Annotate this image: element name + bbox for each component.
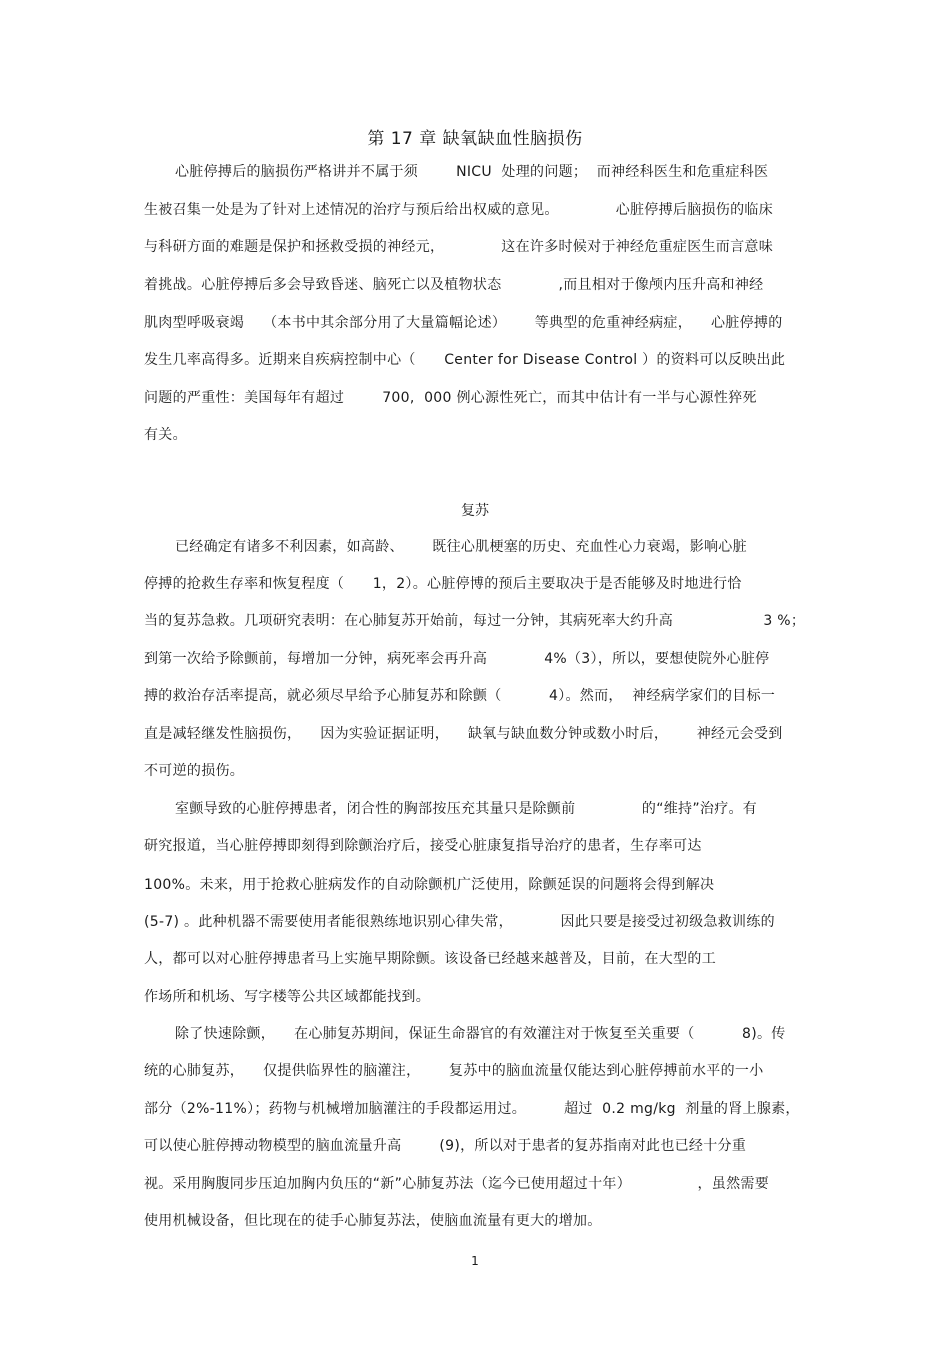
intro-line: 与科研方面的难题是保护和拯救受损的神经元， 这在许多时候对于神经危重症医生而言意味 bbox=[144, 239, 773, 255]
paragraph-line: 直是减轻继发性脑损伤， 因为实验证据证明， 缺氧与缺血数分钟或数小时后， 神经元会受到 bbox=[144, 726, 783, 742]
intro-line: 肌肉型呼吸衰竭 （本书中其余部分用了大量篇幅论述） 等典型的危重神经病症， 心脏停搏的 bbox=[144, 315, 783, 331]
intro-line: 发生几率高得多。近期来自疾病控制中心（ Center for Disease Control ）的资料可以反映出此 bbox=[144, 352, 786, 368]
paragraph-line: 除了快速除颤， 在心肺复苏期间，保证生命器官的有效灌注对于恢复至关重要（ 8)。传 bbox=[175, 1026, 786, 1042]
paragraph-line: 停搏的抢救生存率和恢复程度（ 1，2）。心脏停博的预后主要取决于是否能够及时地进行恰 bbox=[144, 576, 742, 592]
paragraph-line: 研究报道，当心脏停搏即刻得到除颤治疗后，接受心脏康复指导治疗的患者，生存率可达 bbox=[144, 838, 702, 854]
paragraph-line: (5-7) 。此种机器不需要使用者能很熟练地识别心律失常， 因此只要是接受过初级急救训练的 bbox=[144, 914, 775, 930]
intro-line: 心脏停搏后的脑损伤严格讲并不属于须 NICU 处理的问题； 而神经科医生和危重症科医 bbox=[175, 164, 769, 180]
paragraph-line: 已经确定有诸多不利因素，如高龄、 既往心肌梗塞的历史、充血性心力衰竭，影响心脏 bbox=[175, 539, 747, 555]
intro-line: 问题的严重性：美国每年有超过 700, 000 例心源性死亡，而其中估计有一半与心源性猝死 bbox=[144, 390, 757, 406]
intro-line: 着挑战。心脏停搏后多会导致昏迷、脑死亡以及植物状态 ,而且相对于像颅内压升高和神经 bbox=[144, 277, 764, 293]
intro-line: 有关。 bbox=[144, 427, 187, 443]
chapter-title: 第 17 章 缺氧缺血性脑损伤 bbox=[367, 129, 583, 149]
paragraph-line: 部分（2%-11%）；药物与机械增加脑灌注的手段都运用过。 超过 0.2 mg/kg 剂量的肾上腺素， bbox=[144, 1101, 800, 1117]
paragraph-line: 当的复苏急救。几项研究表明：在心肺复苏开始前，每过一分钟，其病死率大约升高 3 %； bbox=[144, 613, 806, 629]
paragraph-line: 搏的救治存活率提高，就必须尽早给予心肺复苏和除颤（ 4）。然而， 神经病学家们的目标一 bbox=[144, 688, 776, 704]
page-number: 1 bbox=[471, 1254, 479, 1268]
paragraph-line: 可以使心脏停搏动物模型的脑血流量升高 (9)，所以对于患者的复苏指南对此也已经十分重 bbox=[144, 1138, 747, 1154]
section-heading: 复苏 bbox=[461, 503, 489, 519]
paragraph-line: 室颤导致的心脏停搏患者，闭合性的胸部按压充其量只是除颤前 的“维持”治疗。有 bbox=[175, 801, 758, 817]
paragraph-line: 作场所和机场、写字楼等公共区域都能找到。 bbox=[144, 989, 430, 1005]
paragraph-line: 人，都可以对心脏停搏患者马上实施早期除颤。该设备已经越来越普及，目前，在大型的工 bbox=[144, 951, 716, 967]
paragraph-line: 视。采用胸腹同步压迫加胸内负压的“新”心肺复苏法（迄今已使用超过十年） ，虽然需要 bbox=[144, 1176, 770, 1192]
paragraph-line: 使用机械设备，但比现在的徒手心肺复苏法，使脑血流量有更大的增加。 bbox=[144, 1213, 602, 1229]
paragraph-line: 统的心肺复苏， 仅提供临界性的脑灌注， 复苏中的脑血流量仅能达到心脏停搏前水平的一小 bbox=[144, 1063, 764, 1079]
paragraph-line: 100%。未来，用于抢救心脏病发作的自动除颤机广泛使用，除颤延误的问题将会得到解决 bbox=[144, 877, 715, 893]
paragraph-line: 到第一次给予除颤前，每增加一分钟，病死率会再升高 4%（3），所以，要想使院外心脏停 bbox=[144, 651, 770, 667]
intro-line: 生被召集一处是为了针对上述情况的治疗与预后给出权威的意见。 心脏停搏后脑损伤的临床 bbox=[144, 202, 773, 218]
paragraph-line: 不可逆的损伤。 bbox=[144, 763, 245, 779]
